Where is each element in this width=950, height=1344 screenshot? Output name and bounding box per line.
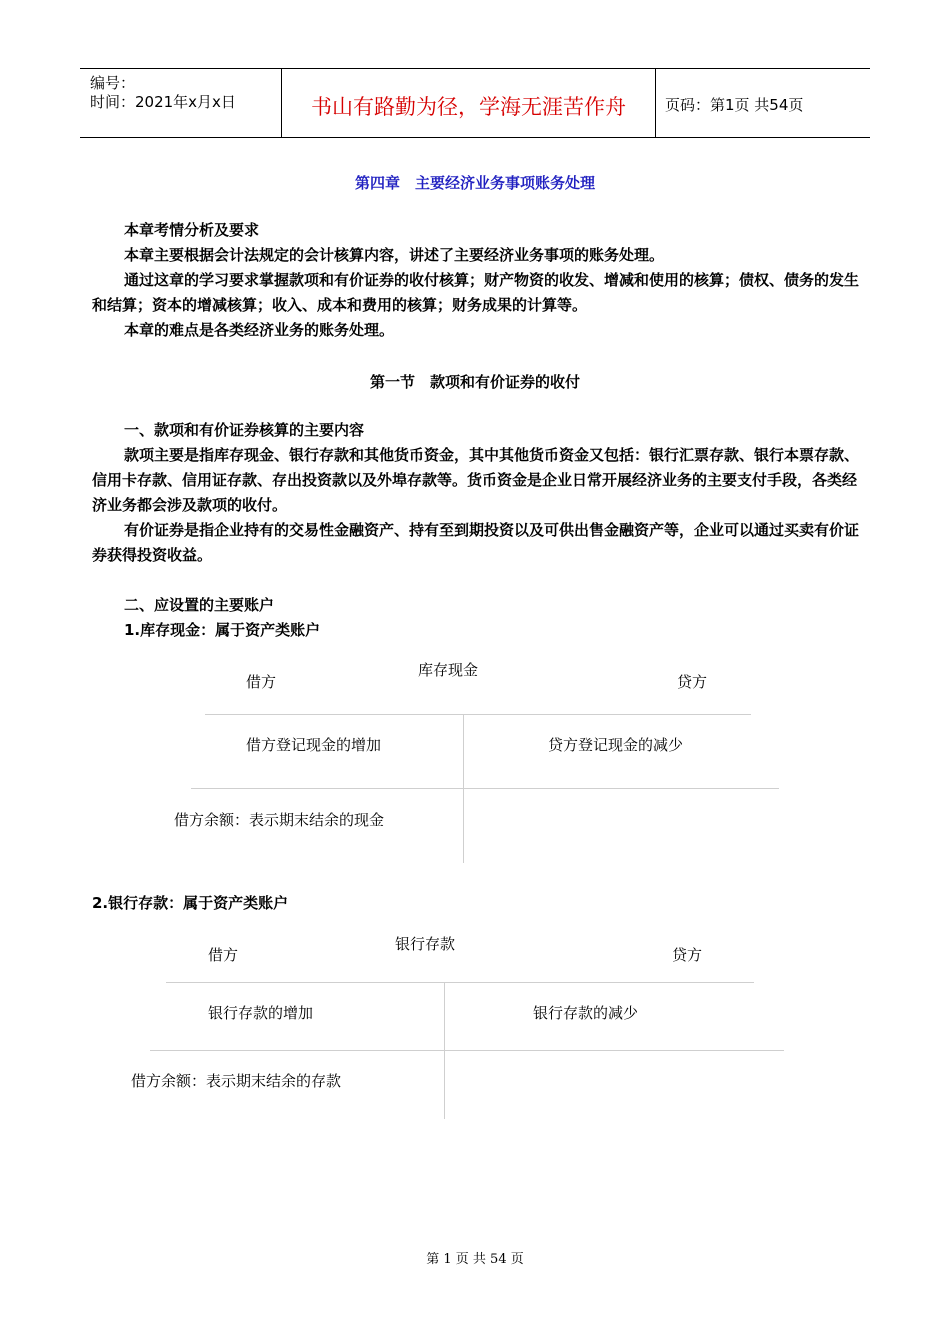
credit-label: 贷方 [672, 946, 703, 964]
intro-paragraph-2: 通过这章的学习要求掌握款项和有价证券的收付核算；财产物资的收发、增减和使用的核算；债权、债务的发生和结算；资本的增减核算；收入、成本和费用的核算；财务成果的计算等。 [92, 271, 860, 314]
header-page-cell [655, 69, 870, 137]
chapter-title: 第四章 主要经济业务事项账务处理 [354, 174, 595, 192]
account-item-2: 2.银行存款：属于资产类账户 [92, 894, 289, 912]
balance-entry: 借方余额：表示期末结余的存款 [131, 1072, 342, 1090]
part2-heading: 二、应设置的主要账户 [124, 596, 275, 614]
header-motto-cell [281, 69, 656, 137]
intro-paragraph-1: 本章主要根据会计法规定的会计核算内容，讲述了主要经济业务事项的账务处理。 [124, 246, 665, 264]
intro-heading: 本章考情分析及要求 [124, 221, 260, 239]
divider-line [463, 715, 464, 863]
intro-paragraph-3: 本章的难点是各类经济业务的账务处理。 [124, 321, 395, 339]
debit-entry: 银行存款的增加 [208, 1004, 314, 1022]
credit-label: 贷方 [677, 673, 708, 691]
part1-paragraph-2: 有价证券是指企业持有的交易性金融资产、持有至到期投资以及可供出售金融资产等，企业可以通过买卖有价证券获得投资收益。 [92, 521, 860, 564]
motto: 书山有路勤为径，学海无涯苦作舟 [311, 95, 626, 119]
divider-line [191, 788, 779, 789]
part1-paragraph-1: 款项主要是指库存现金、银行存款和其他货币资金，其中其他货币资金又包括：银行汇票存款、银行本票存款、信用卡存款、信用证存款、存出投资款以及外埠存款等。货币资金是企业日常开展经济业务的主要支付手段，各类经济业务都会涉及款项的收付。 [92, 446, 860, 514]
divider-line [150, 1050, 784, 1051]
account-title: 库存现金 [418, 661, 479, 679]
credit-entry: 贷方登记现金的减少 [548, 736, 684, 754]
debit-label: 借方 [246, 673, 277, 691]
part1-heading: 一、款项和有价证券核算的主要内容 [124, 421, 365, 439]
header-table [80, 68, 870, 138]
debit-entry: 借方登记现金的增加 [246, 736, 382, 754]
page-footer: 第 1 页 共 54 页 [426, 1252, 524, 1267]
divider-line [444, 983, 445, 1119]
debit-label: 借方 [208, 946, 239, 964]
page-info: 页码：第1页 共54页 [665, 96, 804, 114]
divider-line [205, 714, 751, 715]
section-title: 第一节 款项和有价证券的收付 [369, 373, 580, 391]
balance-entry: 借方余额：表示期末结余的现金 [174, 811, 385, 829]
account-item-1: 1.库存现金：属于资产类账户 [124, 621, 321, 639]
account-title: 银行存款 [395, 935, 456, 953]
header-meta-cell [80, 69, 281, 137]
credit-entry: 银行存款的减少 [533, 1004, 639, 1022]
number-label: 编号： [90, 74, 136, 92]
divider-line [166, 982, 754, 983]
time-label: 时间：2021年x月x日 [90, 93, 236, 111]
